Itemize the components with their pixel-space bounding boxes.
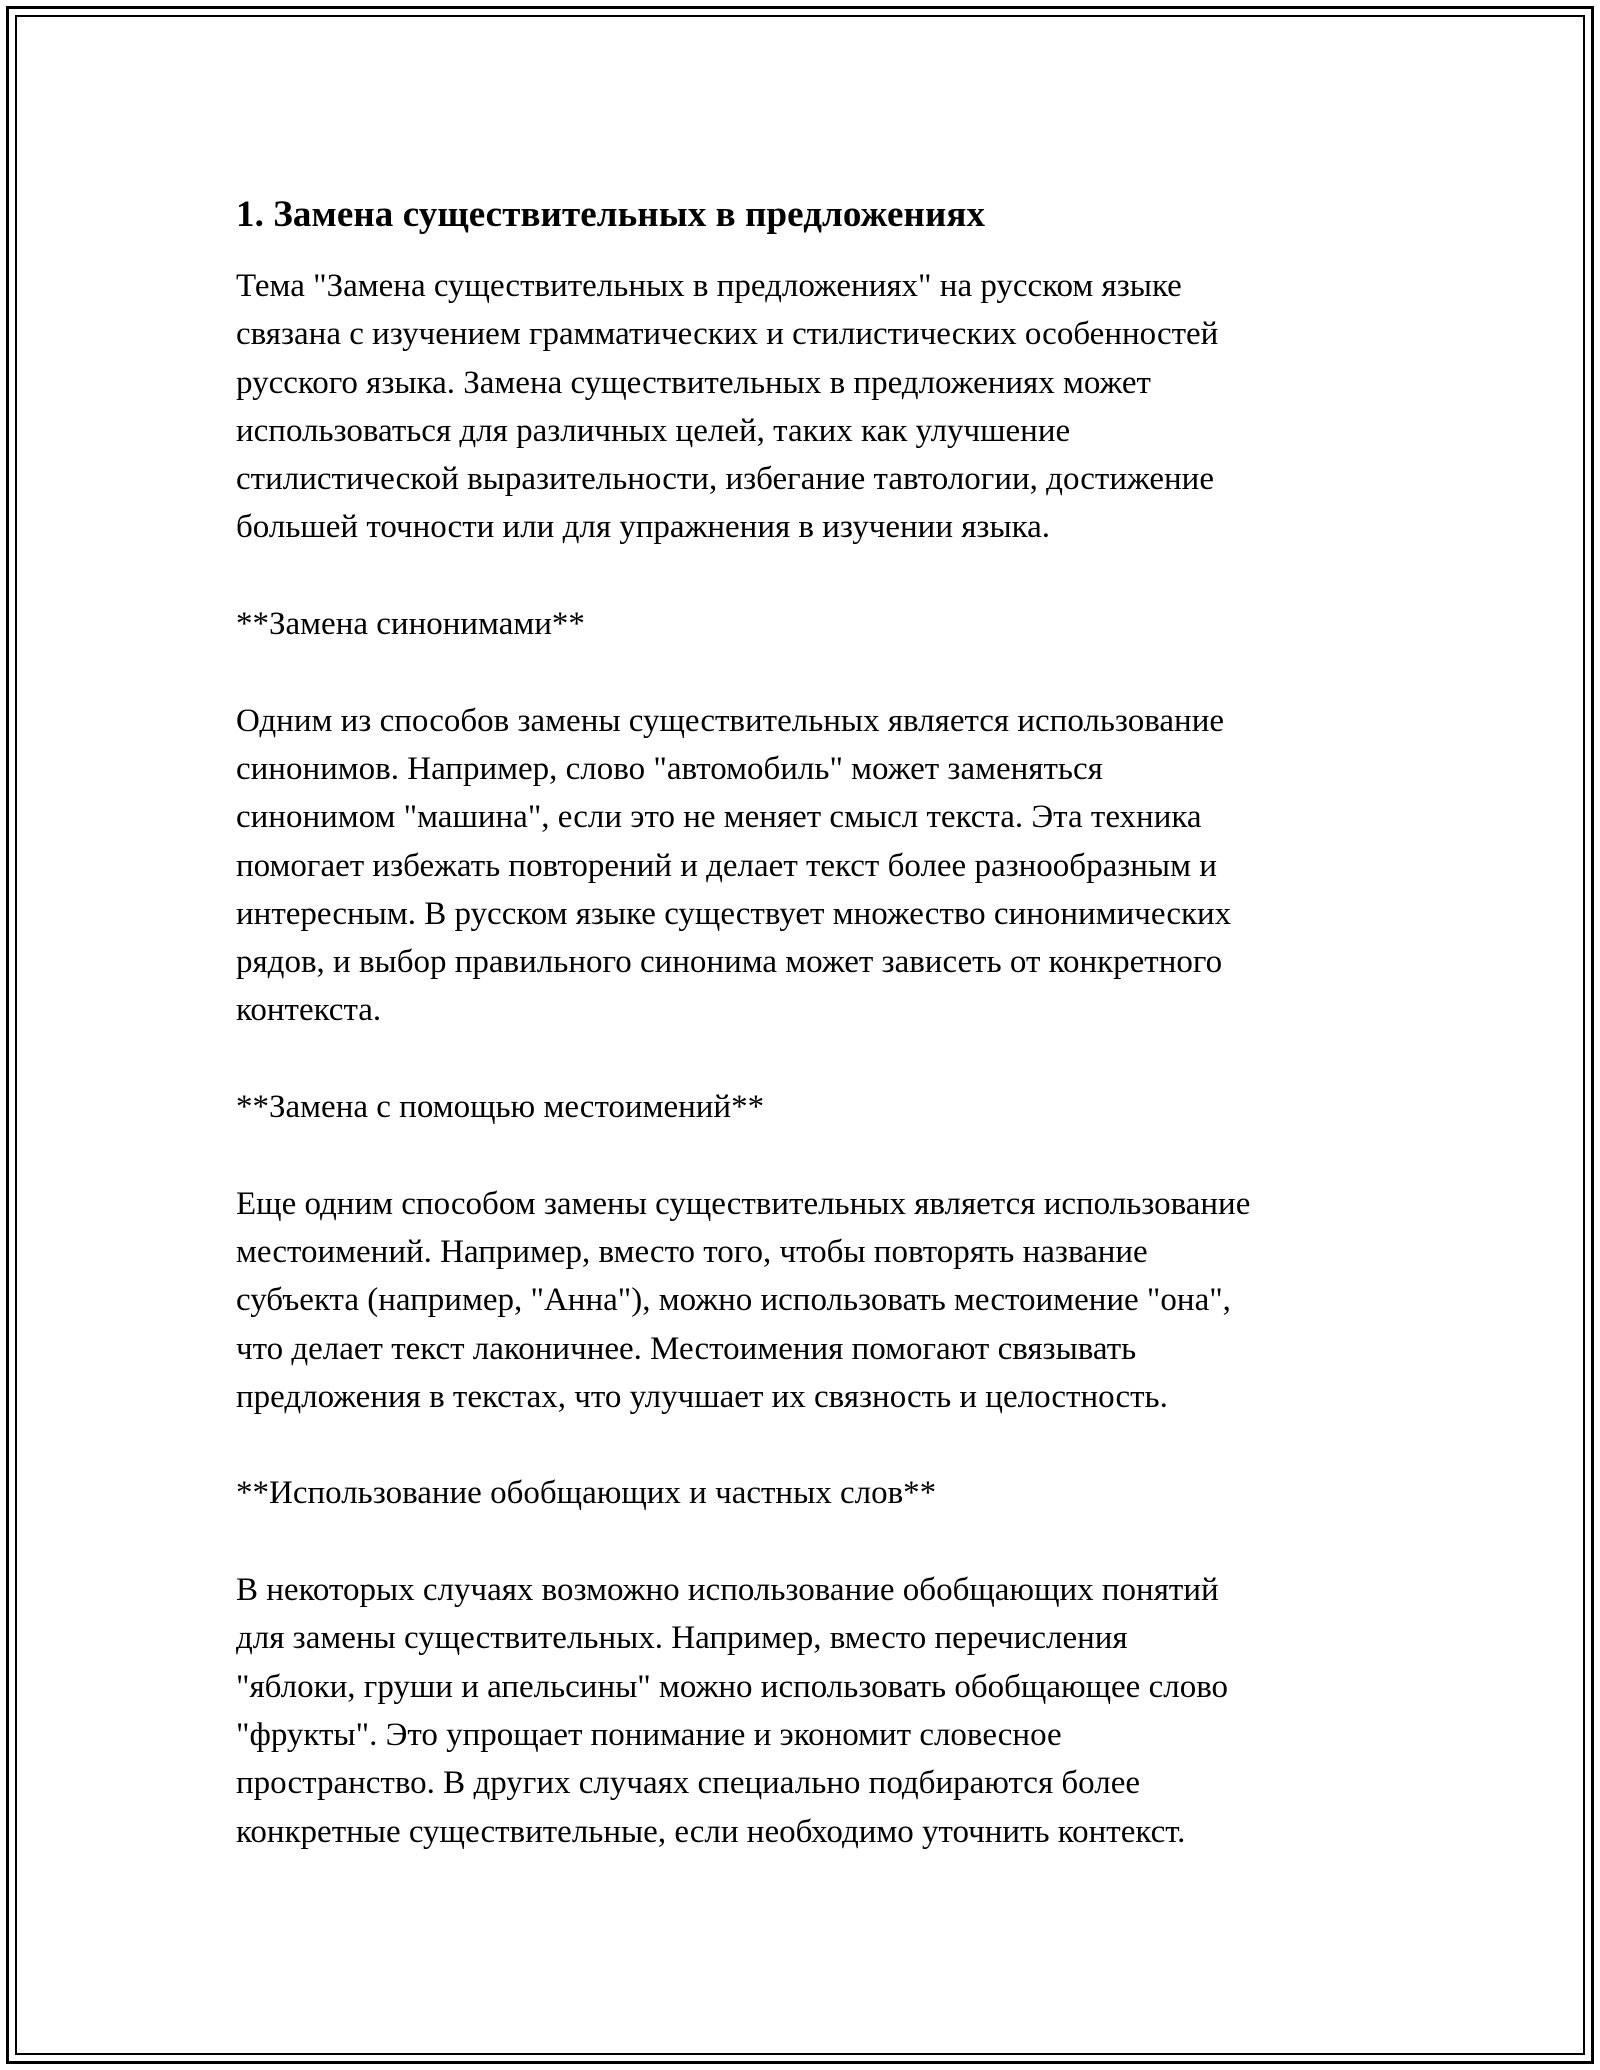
section-heading-pronouns: **Замена с помощью местоимений** (236, 1089, 765, 1126)
synonyms-paragraph: Одним из способов замены существительных является использование синонимов. Например, слово "автомобиль" может заменяться синонимом "машина", если это не меняет смысл текста. Эта техника помогает избежать повторений и делает текст более разнообразным и интересным. В русском языке существует множество синонимических рядов, и выбор правильного синонима может зависеть от конкретного контекста. (236, 702, 1232, 1029)
generalizing-words-paragraph: В некоторых случаях возможно использование обобщающих понятий для замены существительных. Например, вместо перечисления "яблоки, груши и апельсины" можно использовать обобщающее слово "фрукты". Это упрощает понимание и экономит словесное пространство. В других случаях специально подбираются более конкретные существительные, если необходимо уточнить контекст. (236, 1572, 1229, 1850)
document-title: 1. Замена существительных в предложениях (236, 194, 986, 235)
section-heading-generalizing-words: **Использование обобщающих и частных слов** (236, 1475, 937, 1512)
paragraph-gap (236, 648, 1386, 696)
pronouns-paragraph: Еще одним способом замены существительных является использование местоимений. Например, вместо того, чтобы повторять название субъекта (например, "Анна"), можно использовать местоимение "она", что делает текст лаконичнее. Местоимения помогают связывать предложения в текстах, что улучшает их связность и целостность. (236, 1185, 1251, 1415)
intro-paragraph: Тема "Замена существительных в предложениях" на русском языке связана с изучением грамматических и стилистических особенностей русского языка. Замена существительных в предложениях может использоваться для различных целей, таких как улучшение стилистической выразительности, избегание тавтологии, достижение большей точности или для упражнения в изучении языка. (236, 268, 1219, 546)
paragraph-gap (236, 1518, 1386, 1566)
document-page (236, 190, 1386, 1856)
section-heading-synonyms: **Замена синонимами** (236, 606, 585, 643)
paragraph-gap (236, 1131, 1386, 1179)
paragraph-gap (236, 552, 1386, 600)
paragraph-gap (236, 1421, 1386, 1469)
paragraph-gap (236, 1035, 1386, 1083)
